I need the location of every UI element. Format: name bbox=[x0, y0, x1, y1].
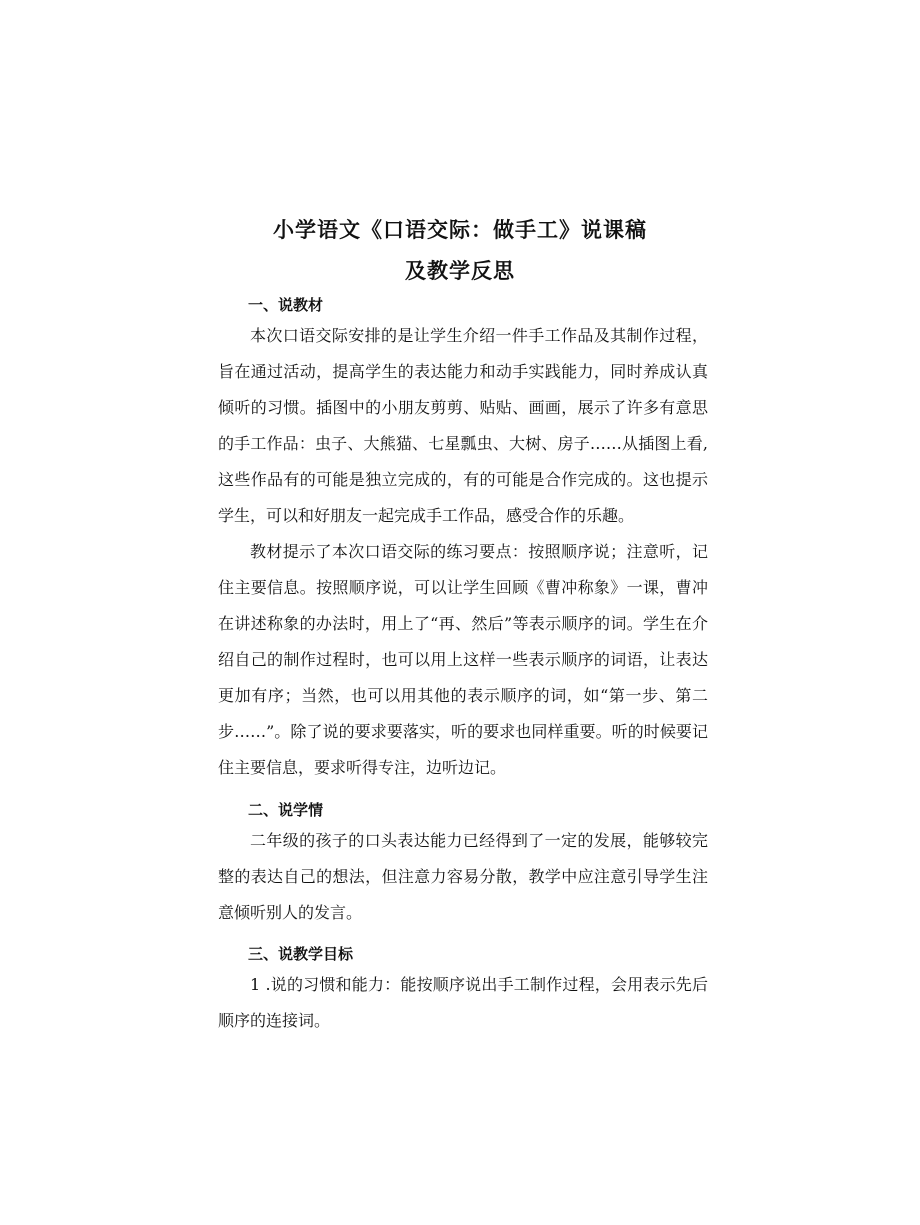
section-heading-students: 二、说学情 bbox=[248, 801, 324, 819]
paragraph-textbook-key-points: 教材提示了本次口语交际的练习要点：按照顺序说；注意听，记住主要信息。按照顺序说，可以让学生回顾《曹冲称象》一课，曹冲在讲述称象的办法时，用上了“再、然后”等表示顺序的词。学生在介绍自己的制作过程时，也可以用上这样一些表示顺序的词语，让表达更加有序；当然，也可以用其他的表示顺序的词，如“第一步、第二步……”。除了说的要求要落实，听的要求也同样重要。听的时候要记住主要信息，要求听得专注，边听边记。 bbox=[218, 542, 708, 777]
section-heading-textbook: 一、说教材 bbox=[248, 296, 324, 314]
section-heading-objectives: 三、说教学目标 bbox=[248, 945, 354, 963]
paragraph-textbook-intro: 本次口语交际安排的是让学生介绍一件手工作品及其制作过程，旨在通过活动，提高学生的表达能力和动手实践能力，同时养成认真倾听的习惯。插图中的小朋友剪剪、贴贴、画画，展示了许多有意思的手工作品：虫子、大熊猫、七星瓢虫、大树、房子……从插图上看,这些作品有的可能是独立完成的，有的可能是合作完成的。这也提示学生，可以和好朋友一起完成手工作品，感受合作的乐趣。 bbox=[218, 326, 708, 525]
paragraph-objective-1: 1 .说的习惯和能力：能按顺序说出手工制作过程，会用表示先后顺序的连接词。 bbox=[218, 975, 708, 1030]
paragraph-students: 二年级的孩子的口头表达能力已经得到了一定的发展，能够较完整的表达自己的想法，但注意力容易分散，教学中应注意引导学生注意倾听别人的发言。 bbox=[218, 831, 708, 922]
document-title-line-2: 及教学反思 bbox=[405, 259, 515, 283]
document-title-line-1: 小学语文《口语交际：做手工》说课稿 bbox=[273, 218, 647, 242]
